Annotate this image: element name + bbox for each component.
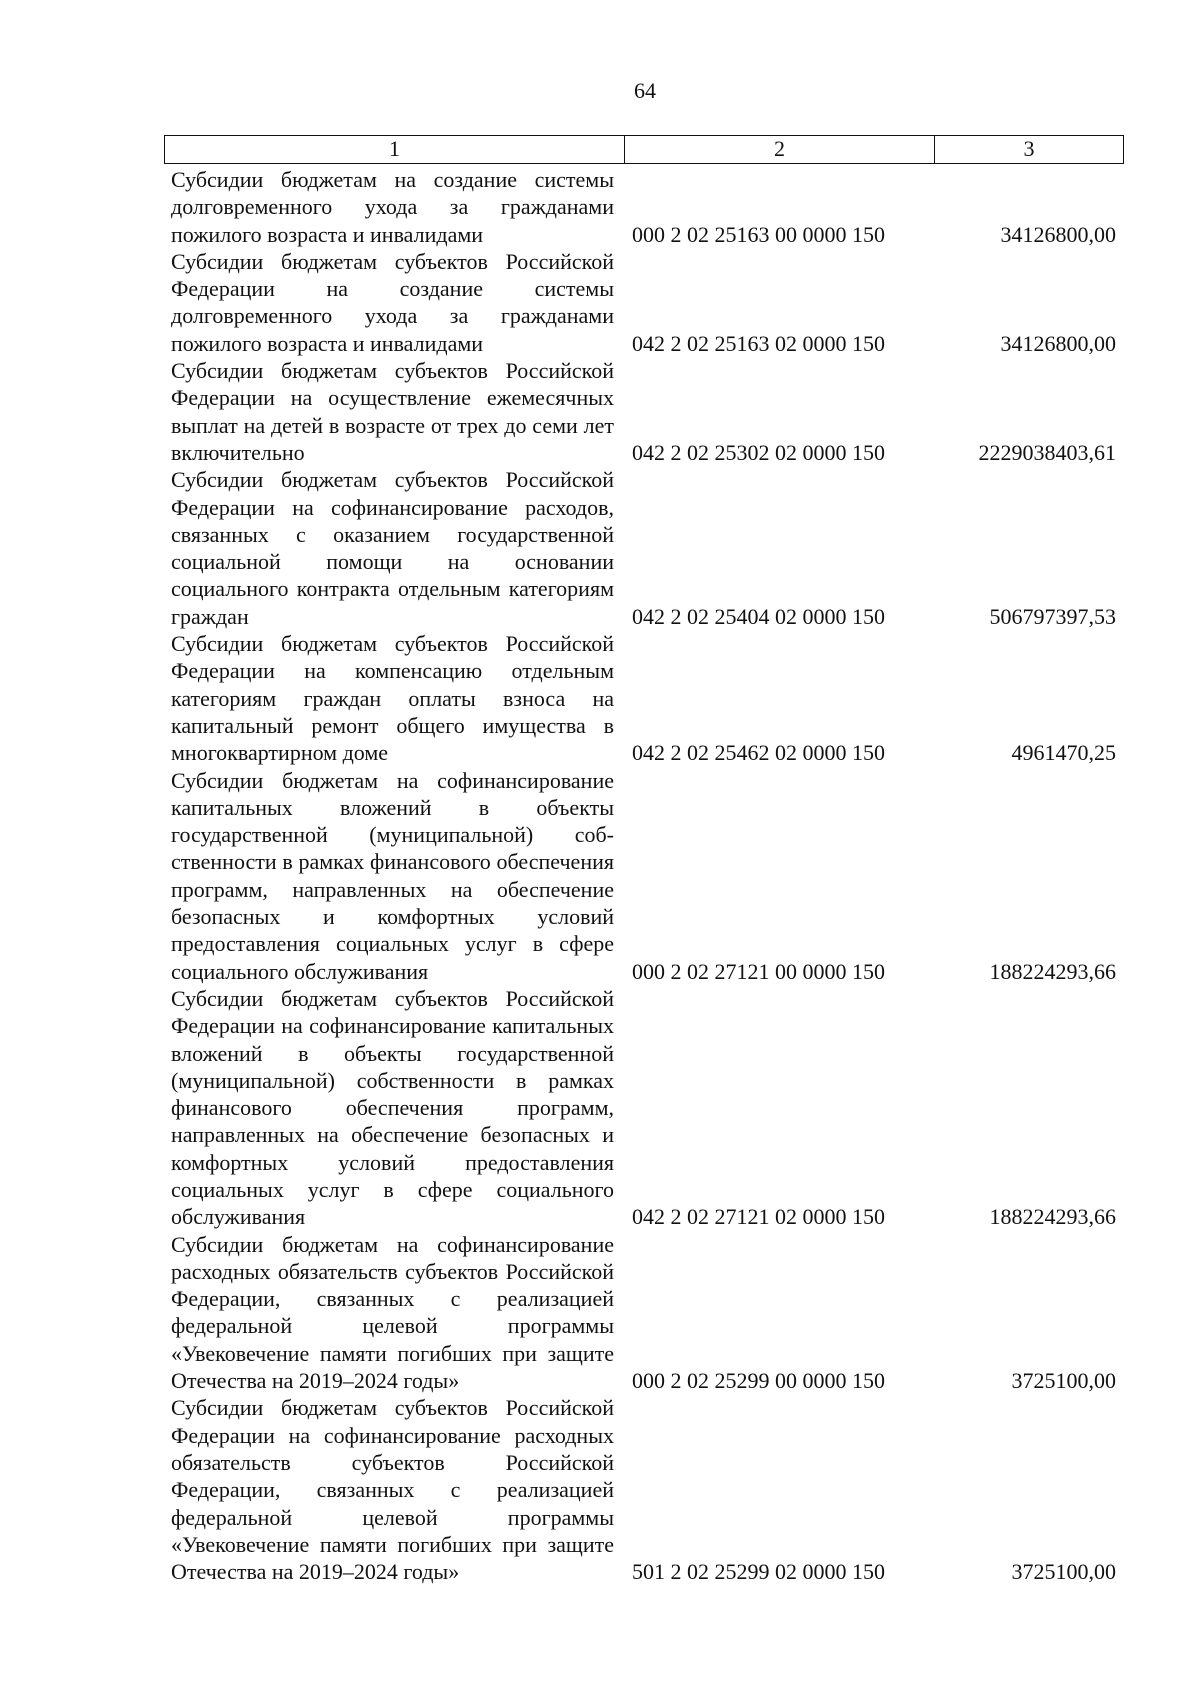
row-amount: 188224293,66 [989,958,1116,984]
row-description: Субсидии бюджетам субъектов Российской Федерации на софинансирование расходов, связанных с оказанием государственной социальной помощи на основании социального контракта отдельным категориям граждан [171,467,614,629]
row-amount: 506797397,53 [989,603,1116,629]
row-description: Субсидии бюджетам на софинансирование капитальных вложений в объекты государственной (муниципальной) собственности в рамках финансового обеспечения программ, направленных на обеспечение безопасных и комфортных условий предоставления социальных услуг в сфере социального обслуживания [171,767,614,984]
row-amount: 188224293,66 [989,1204,1116,1230]
table-row [171,985,1131,1231]
table-row [171,1394,1131,1585]
row-amount: 3725100,00 [1011,1559,1116,1585]
row-code: 042 2 02 25462 02 0000 150 [632,740,885,766]
header-col-1: 1 [165,136,625,163]
row-amount: 4961470,25 [1011,740,1116,766]
row-description: Субсидии бюджетам субъектов Российской Федерации на создание системы долговременного ухода за гражданами пожилого возраста и инвалидами [171,248,614,356]
row-amount: 34126800,00 [1000,221,1116,247]
table-header-row [164,135,1124,164]
row-description: Субсидии бюджетам на софинансирование расходных обязательств субъектов Российской Федерации, связанных с реализацией федеральной целевой программы «Увековечение памяти погибших при защите Отечества на 2019–2024 годы» [171,1231,614,1394]
table-row [171,357,1131,466]
row-description: Субсидии бюджетам субъектов Российской Федерации на софинансирование расходных обязательств субъектов Российской Федерации, связанных с реализацией федеральной целевой программы «Увековечение памяти погибших при защите Отечества на 2019–2024 годы» [171,1395,614,1585]
row-amount: 34126800,00 [1000,330,1116,356]
row-code: 000 2 02 25163 00 0000 150 [632,221,885,247]
table-row [171,166,1131,248]
row-description: Субсидии бюджетам субъектов Российской Федерации на софинансирование капитальных вложений в объекты государственной (муниципальной) собственности в рамках финансового обеспечения программ, направленных на обеспечение безопасных и комфортных условий предоставления социальных услуг в сфере социального обслуживания [171,985,614,1230]
page-number: 64 [634,78,656,103]
row-code: 000 2 02 25299 00 0000 150 [632,1368,885,1394]
row-code: 042 2 02 27121 02 0000 150 [632,1204,885,1230]
row-code: 042 2 02 25163 02 0000 150 [632,330,885,356]
header-col-3: 3 [1023,136,1035,161]
table-row [171,1231,1131,1395]
table-row [171,630,1131,766]
row-description: Субсидии бюджетам субъектов Российской Федерации на осуществление ежемесячных выплат на детей в возрасте от трех до семи лет включительно [171,358,614,465]
table-row [171,248,1131,357]
table-row [171,466,1131,630]
table-row [171,767,1131,985]
row-code: 501 2 02 25299 02 0000 150 [632,1559,885,1585]
row-code: 042 2 02 25302 02 0000 150 [632,439,885,465]
header-col-2: 2 [625,136,935,163]
table-body [171,166,1131,1585]
row-description: Субсидии бюджетам на создание системы долговременного ухода за гражданами пожилого возраста и инвалидами [171,167,614,247]
row-description: Субсидии бюджетам субъектов Российской Федерации на компенсацию отдельным категориям граждан оплаты взноса на капитальный ремонт общего имущества в многоквартирном доме [171,631,614,766]
row-amount: 3725100,00 [1011,1368,1116,1394]
row-code: 042 2 02 25404 02 0000 150 [632,603,885,629]
row-code: 000 2 02 27121 00 0000 150 [632,958,885,984]
row-amount: 2229038403,61 [978,439,1116,465]
